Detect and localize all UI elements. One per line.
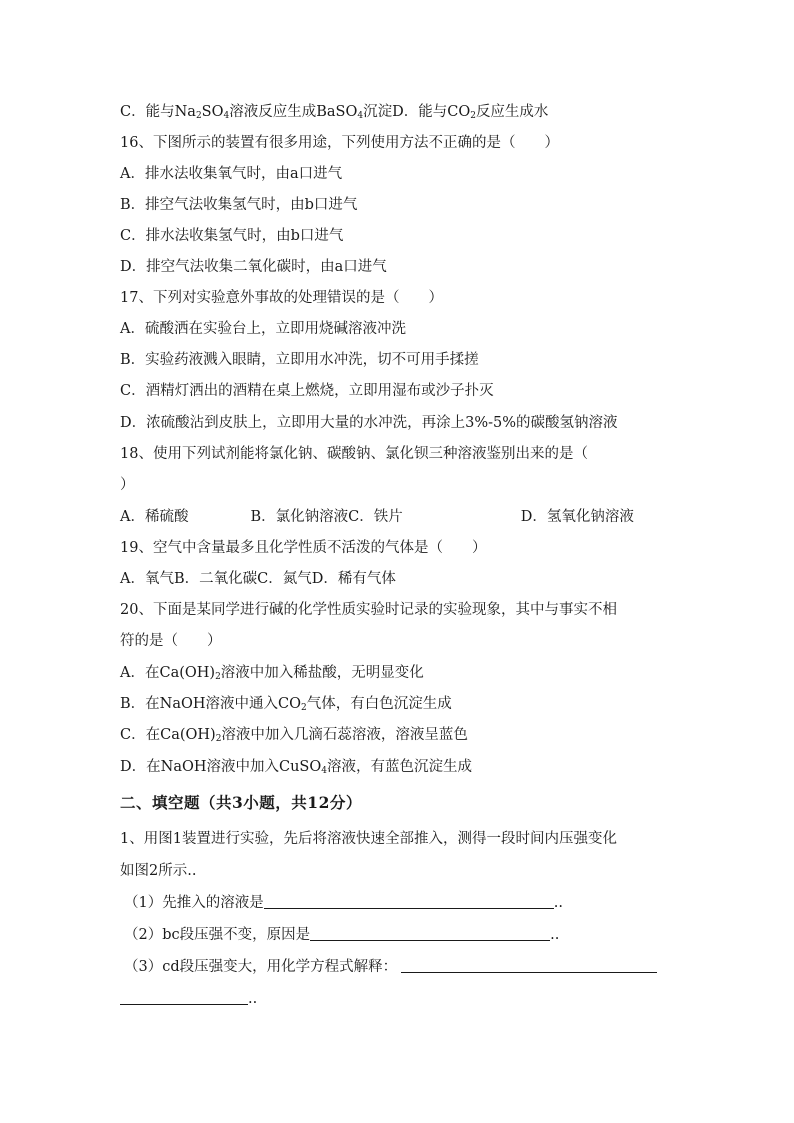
question-18-options [120,507,634,527]
question-17-option-a: A．硫酸洒在实验台上，立即用烧碱溶液冲洗 [120,321,406,337]
question-18-option-a: A．稀硫酸 [120,509,189,525]
option-line-15cd: C．能与$Na_2SO_4$溶液反应生成BaSO$_4$沉淀D．能与$CO_2$反应生成水 [120,104,549,121]
question-16: 16、下图所示的装置有很多用途，下列使用方法不正确的是（ ） [120,135,559,151]
question-16-option-d: D．排空气法收集二氧化碳时，由a口进气 [120,259,387,275]
question-20-continuation: 符的是（ ） [120,633,222,649]
answer-blank-3-continued[interactable] [120,989,248,1005]
fill-question-1-part-2: （2）bc段压强不变，原因是 .. [124,927,560,943]
question-16-option-c: C．排水法收集氢气时，由b口进气 [120,228,344,244]
fill-question-1-part-1: （1）先推入的溶液是 .. [124,895,563,911]
answer-blank-1[interactable] [264,893,554,909]
question-17-option-b: B．实验药液溅入眼睛，立即用水冲洗，切不可用手揉搓 [120,352,479,368]
question-16-option-b: B．排空气法收集氢气时，由b口进气 [120,197,358,213]
fill-question-1: 1、用图1装置进行实验，先后将溶液快速全部推入，测得一段时间内压强变化 [120,831,617,847]
fill-question-1-continuation: 如图2所示.. [120,863,197,879]
question-19-options: A．氧气B．二氧化碳C．氮气D．稀有气体 [120,571,396,587]
question-16-option-a: A．排水法收集氧气时，由a口进气 [120,166,343,182]
question-20: 20、下面是某同学进行碱的化学性质实验时记录的实验现象，其中与事实不相 [120,602,617,618]
question-18-option-d: D．氢氧化钠溶液 [520,509,634,525]
fill-question-1-part-3: （3）cd段压强变大，用化学方程式解释： [124,957,657,977]
question-17-option-c: C．酒精灯洒出的酒精在桌上燃烧，立即用湿布或沙子扑灭 [120,383,494,399]
question-20-option-c: C．在$Ca(OH)_2$溶液中加入几滴石蕊溶液，溶液呈蓝色 [120,727,468,744]
fill-question-1-part-3-continuation: .. [120,989,257,1009]
question-20-option-a: A．在$Ca(OH)_2$溶液中加入稀盐酸，无明显变化 [120,665,424,682]
question-17-option-d: D．浓硫酸沾到皮肤上，立即用大量的水冲洗，再涂上3%-5%的碳酸氢钠溶液 [120,415,618,431]
question-20-option-b: B．在NaOH溶液中通入$CO_2$气体，有白色沉淀生成 [120,696,452,713]
question-20-option-d: D．在NaOH溶液中加入CuSO$_4$溶液，有蓝色沉淀生成 [120,759,472,776]
answer-blank-3[interactable] [401,957,657,973]
question-19: 19、空气中含量最多且化学性质不活泼的气体是（ ） [120,540,487,556]
question-18-option-bc: B．氯化钠溶液C．铁片 [250,509,403,525]
question-17: 17、下列对实验意外事故的处理错误的是（ ） [120,290,443,306]
section-heading-fill-in: 二、填空题（共3小题，共12分） [120,793,362,812]
question-18-continuation: ） [120,477,135,493]
answer-blank-2[interactable] [310,925,550,941]
question-18: 18、使用下列试剂能将氯化钠、碳酸钠、氯化钡三种溶液鉴别出来的是（ [120,446,588,462]
